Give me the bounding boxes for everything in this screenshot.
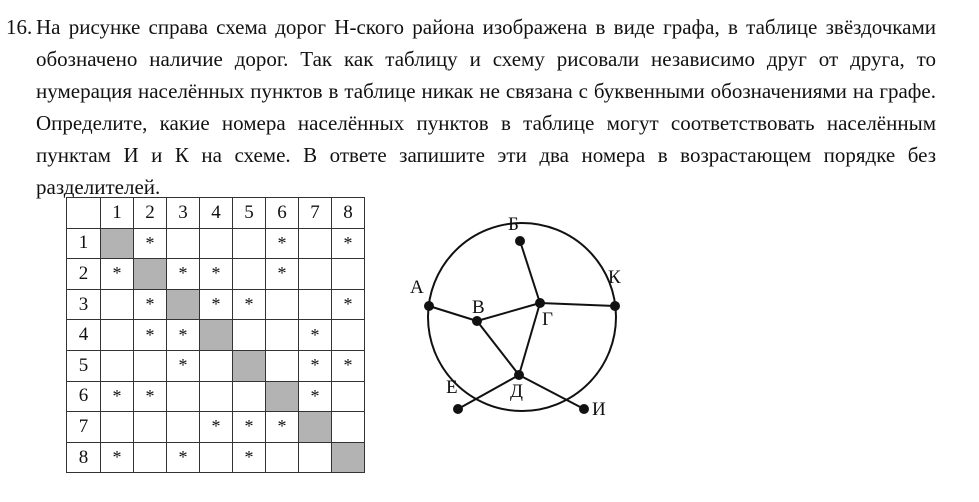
table-cell <box>332 320 365 351</box>
table-cell <box>200 381 233 412</box>
table-row <box>67 320 365 351</box>
edge-b-g <box>520 241 540 303</box>
diagonal-cell <box>101 228 134 259</box>
label-d: Д <box>510 381 523 402</box>
table-row <box>67 350 365 381</box>
vertex-g <box>535 298 545 308</box>
table-cell <box>299 442 332 473</box>
column-header: 1 <box>101 198 134 229</box>
table-cell: * <box>200 289 233 320</box>
table-row <box>67 228 365 259</box>
edge-d-i <box>519 375 584 409</box>
table-row <box>67 442 365 473</box>
table-cell <box>200 442 233 473</box>
table-cell <box>299 259 332 290</box>
table-cell: * <box>200 259 233 290</box>
table-row <box>67 412 365 443</box>
table-cell: * <box>134 289 167 320</box>
table-row <box>67 381 365 412</box>
table-cell: * <box>233 289 266 320</box>
table-cell: * <box>332 350 365 381</box>
vertex-d <box>514 370 524 380</box>
row-header: 8 <box>67 442 101 473</box>
label-e: Е <box>446 377 458 398</box>
table-cell <box>233 320 266 351</box>
table-cell <box>200 228 233 259</box>
table-cell: * <box>266 259 299 290</box>
table-cell: * <box>299 381 332 412</box>
table-cell <box>101 289 134 320</box>
table-cell: * <box>101 381 134 412</box>
table-cell <box>101 350 134 381</box>
vertex-a <box>424 301 434 311</box>
table-cell: * <box>332 228 365 259</box>
table-row <box>67 259 365 290</box>
table-cell: * <box>299 350 332 381</box>
table-cell <box>332 259 365 290</box>
question-text: На рисунке справа схема дорог Н-ского района изображена в виде графа, в таблице звёздочками обозначено наличие дорог. Так как таблицу и схему рисовали независимо друг от друга, то нумерация населённых пунктов в таблице никак не связана с буквенными обозначениями на графе. Определите, какие номера населённых пунктов в таблице могут соответствовать населённым пунктам И и К на схеме. В ответе запишите эти два номера в возрастающем порядке без разделителей. <box>36 15 936 199</box>
table-cell: * <box>101 442 134 473</box>
table-cell: * <box>200 412 233 443</box>
table-cell: * <box>167 259 200 290</box>
table-cell: * <box>233 442 266 473</box>
column-header: 4 <box>200 198 233 229</box>
table-cell: * <box>134 320 167 351</box>
edge-g-k <box>540 303 615 306</box>
row-header: 5 <box>67 350 101 381</box>
row-header: 3 <box>67 289 101 320</box>
diagonal-cell <box>266 381 299 412</box>
road-graph <box>400 205 640 435</box>
label-k: К <box>608 267 621 288</box>
table-cell <box>332 381 365 412</box>
table-cell <box>101 412 134 443</box>
table-cell <box>266 442 299 473</box>
table-cell: * <box>167 320 200 351</box>
row-header: 1 <box>67 228 101 259</box>
diagonal-cell <box>299 412 332 443</box>
vertex-k <box>610 301 620 311</box>
table-cell: * <box>134 381 167 412</box>
table-cell: * <box>299 320 332 351</box>
edge-a-v <box>429 306 477 321</box>
column-header: 7 <box>299 198 332 229</box>
table-cell <box>134 442 167 473</box>
table-cell <box>233 381 266 412</box>
diagonal-cell <box>200 320 233 351</box>
vertex-i <box>579 404 589 414</box>
row-header: 7 <box>67 412 101 443</box>
vertex-b <box>515 236 525 246</box>
row-header: 6 <box>67 381 101 412</box>
table-cell <box>299 228 332 259</box>
table-header-row <box>67 198 365 229</box>
label-g: Г <box>542 309 553 330</box>
table-cell: * <box>266 412 299 443</box>
diagonal-cell <box>332 442 365 473</box>
label-a: А <box>410 277 424 298</box>
label-b: Б <box>508 214 519 235</box>
question-number: 16. <box>6 15 33 39</box>
table-row <box>67 289 365 320</box>
table-cell <box>134 412 167 443</box>
table-cell: * <box>233 412 266 443</box>
table-cell: * <box>167 350 200 381</box>
label-v: В <box>472 297 485 318</box>
table-cell: * <box>266 228 299 259</box>
edge-v-d <box>477 321 519 375</box>
table-cell <box>167 381 200 412</box>
table-cell <box>299 289 332 320</box>
table-cell <box>134 350 167 381</box>
table-cell <box>266 350 299 381</box>
edge-g-d <box>519 303 540 375</box>
table-cell <box>101 320 134 351</box>
table-cell <box>167 228 200 259</box>
vertex-e <box>453 404 463 414</box>
diagonal-cell <box>167 289 200 320</box>
table-cell: * <box>332 289 365 320</box>
column-header: 2 <box>134 198 167 229</box>
column-header: 8 <box>332 198 365 229</box>
table-cell <box>200 350 233 381</box>
table-cell <box>167 412 200 443</box>
table-cell <box>266 289 299 320</box>
table-cell <box>233 228 266 259</box>
table-cell: * <box>167 442 200 473</box>
column-header: 5 <box>233 198 266 229</box>
edge-v-g <box>477 303 540 321</box>
table-cell: * <box>101 259 134 290</box>
row-header: 2 <box>67 259 101 290</box>
label-i: И <box>592 399 606 420</box>
table-cell <box>266 320 299 351</box>
table-cell <box>233 259 266 290</box>
diagonal-cell <box>233 350 266 381</box>
table-cell: * <box>134 228 167 259</box>
column-header: 3 <box>167 198 200 229</box>
column-header: 6 <box>266 198 299 229</box>
roads-table <box>66 197 365 473</box>
row-header: 4 <box>67 320 101 351</box>
table-cell <box>332 412 365 443</box>
diagonal-cell <box>134 259 167 290</box>
table-corner <box>67 198 101 229</box>
